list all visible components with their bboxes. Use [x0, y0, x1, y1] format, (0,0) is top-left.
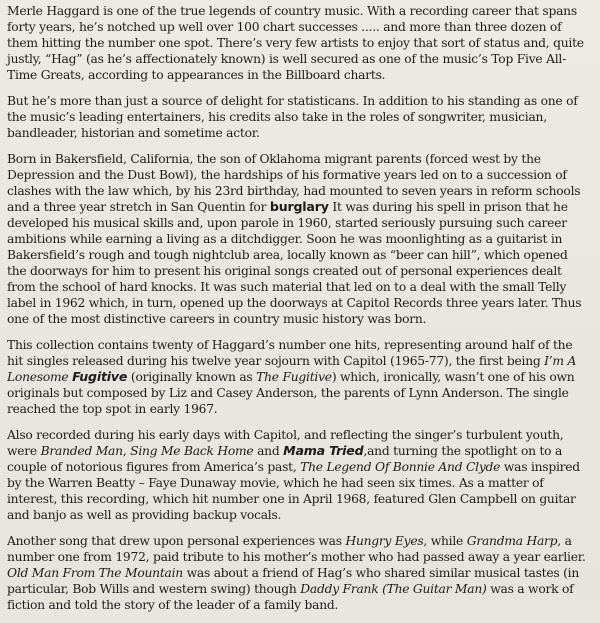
paragraph-biography — [7, 151, 589, 327]
text-run: Born in Bakersfield, California, the son of Oklahoma migrant parents (forced west by the Depression and the Dust Bowl), the hardships of his formative years led on to a succession of clashes with the law which, by his 23rd birthday, had mounted to seven years in reform schools and a three year stretch in San Quentin for — [7, 152, 581, 214]
text-run: burglary — [269, 199, 329, 214]
text-run: Sing Me Back Home — [130, 444, 254, 458]
text-run: Branded Man — [40, 444, 123, 458]
text-run: Grandma Harp — [466, 534, 558, 548]
paragraph-collection — [7, 337, 589, 417]
text-run: The Fugitive — [256, 370, 332, 384]
text-run: I’m A Lonesome — [7, 354, 577, 384]
text-run: , while — [423, 534, 467, 548]
text-run: , a number one from 1972, paid tribute to his mother’s mother who had passed away a year earlier. — [7, 534, 586, 564]
text-run: and — [253, 444, 284, 458]
text-run: Mama Tried — [283, 443, 364, 458]
text-run: It was during his spell in prison that he developed his musical skills and, upon parole in 1960, started seriously pursuing such career ambitions while earning a living as a ditchdigger. Soon he was moonlighting as a guitarist in Bakersfield’s rough and tough nightclub area, locally known as “beer can hill”, which opened the doorways for him to present his original songs created out of personal experiences dealt from the school of hard knocks. It was such material that led on to a deal with the small Telly label in 1962 which, in turn, opened up the doorways at Capitol Records three years later. Thus one of the most distinctive careers in country music history was born. — [7, 200, 582, 326]
text-run: (originally known as — [127, 370, 257, 384]
paragraph-early-capitol — [7, 427, 589, 523]
paragraph-personal-songs — [7, 533, 589, 613]
text-run: But he’s more than just a source of delight for statisticans. In addition to his standing as one of the music’s leading entertainers, his credits also take in the roles of songwriter, musician, bandleader, historian and sometime actor. — [7, 94, 578, 140]
text-run: Another song that drew upon personal experiences was — [7, 534, 346, 548]
text-run: was a work of fiction and told the story of the leader of a family band. — [7, 582, 574, 612]
text-run: was inspired by the Warren Beatty – Faye Dunaway movie, which he had seen six times. As a matter of interest, this recording, which hit number one in April 1968, featured Glen Campbell on guitar and banjo as well as providing backup vocals. — [7, 460, 580, 522]
text-run: ,and turning the spotlight on to a couple of notorious figures from America’s past, — [7, 444, 563, 474]
text-run: Daddy Frank (The Guitar Man) — [300, 582, 487, 596]
text-run: Also recorded during his early days with Capitol, and reflecting the singer’s turbulent youth, were — [7, 428, 564, 458]
paragraph-intro — [7, 3, 589, 83]
text-run: , — [122, 444, 131, 458]
text-run: ) which, ironically, wasn’t one of his own originals but composed by Liz and Casey Anderson, the parents of Lynn Anderson. The single reached the top spot in early 1967. — [7, 370, 575, 416]
text-run: Fugitive — [72, 369, 128, 384]
text-run: was about a friend of Hag’s who shared similar musical tastes (in particular, Bob Wills and western swing) though — [7, 566, 580, 596]
text-run: Hungry Eyes — [345, 534, 424, 548]
text-run: This collection contains twenty of Haggard’s number one hits, representing around half of the hit singles released during his twelve year sojourn with Capitol (1965-77), the first being — [7, 338, 573, 368]
text-run: The Legend Of Bonnie And Clyde — [300, 460, 501, 474]
text-run: Old Man From The Mountain — [7, 566, 183, 580]
liner-notes-text — [7, 3, 589, 623]
paragraph-credits — [7, 93, 589, 141]
text-run: Merle Haggard is one of the true legends of country music. With a recording career that spans forty years, he’s notched up well over 100 chart successes ..... and more than three dozen of them hitting the number one spot. There’s very few artists to enjoy that sort of status and, quite justly, “Hag” (as he’s affectionately known) is well secured as one of the music’s Top Five All-Time Greats, according to appearances in the Billboard charts. — [7, 4, 584, 82]
